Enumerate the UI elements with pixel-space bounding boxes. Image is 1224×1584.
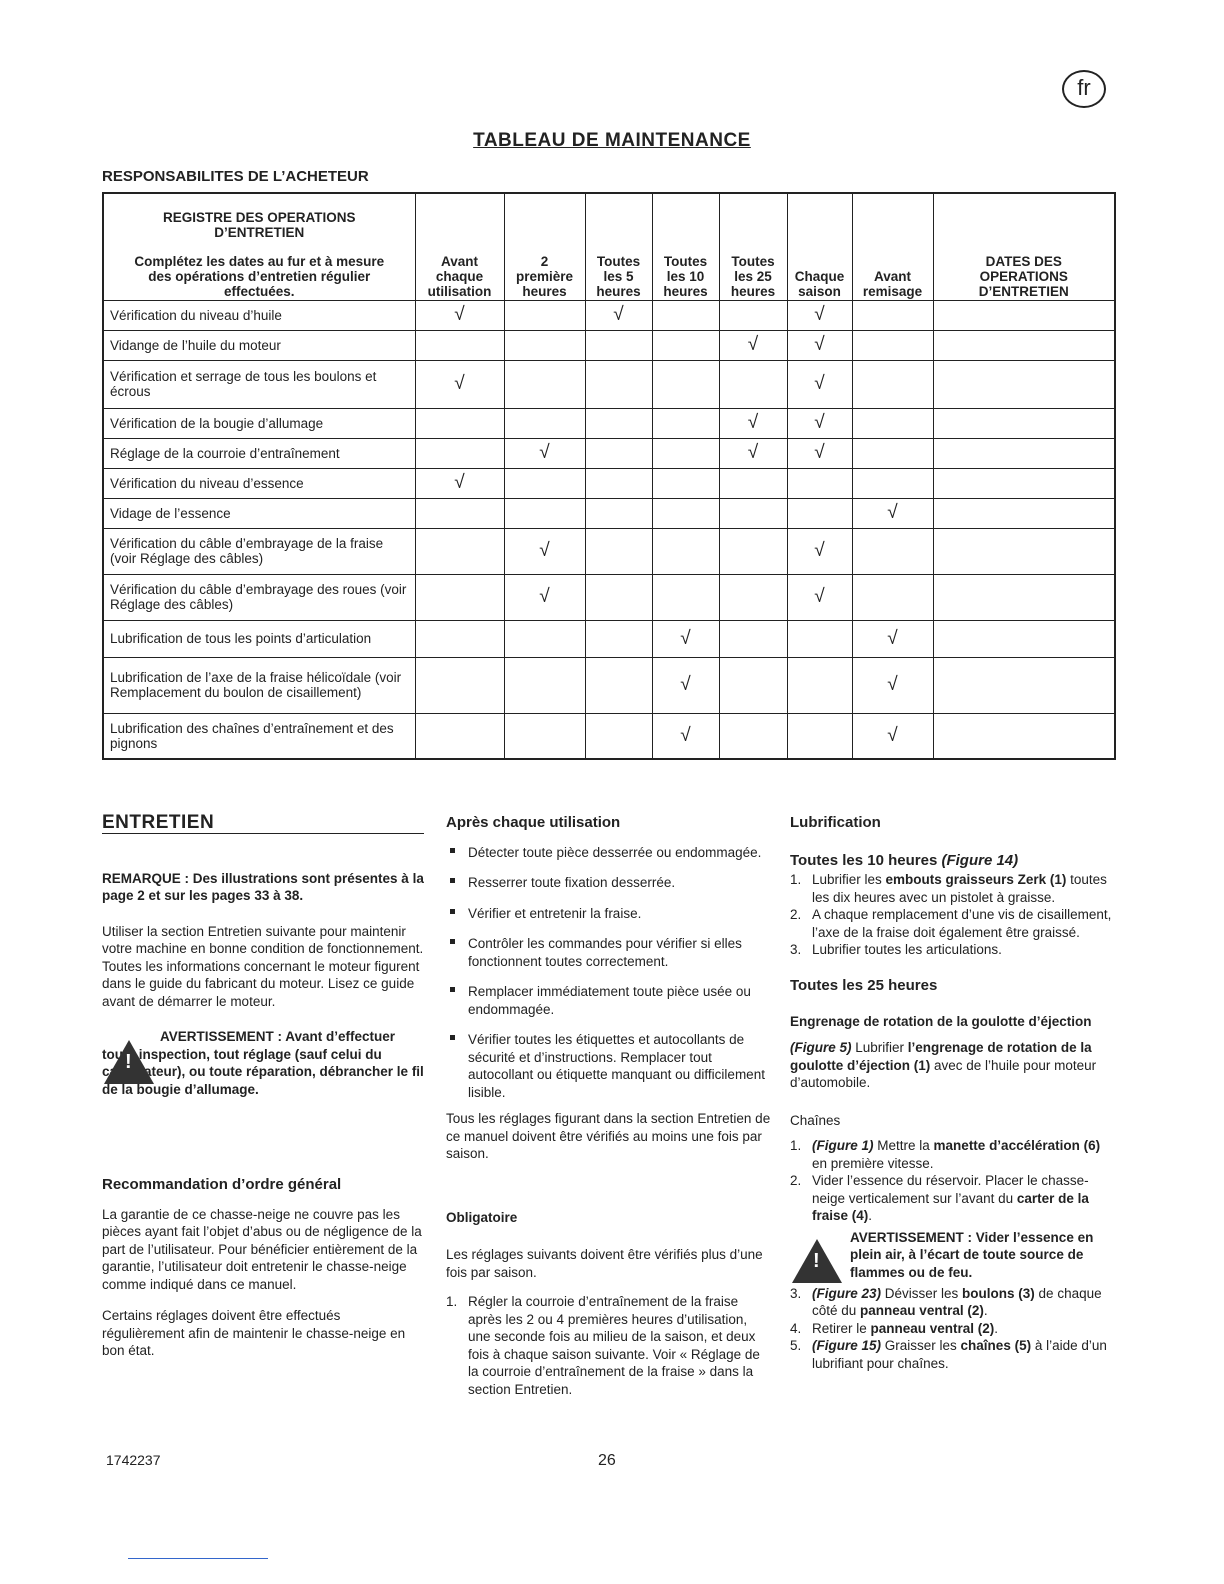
list-item: 4. Retirer le panneau ventral (2). xyxy=(790,1320,999,1336)
list-item: 2. Vider l’essence du réservoir. Placer le chasse-neige verticalement sur l’avant du carter de la fraise (4). xyxy=(790,1173,1089,1223)
check-mark: √ xyxy=(585,300,652,330)
table-row xyxy=(103,498,1115,528)
table-row xyxy=(103,408,1115,438)
registry-title-line2: D’ENTRETIEN xyxy=(214,224,305,240)
warning-icon xyxy=(104,1040,154,1084)
general-heading: Recommandation d’ordre général xyxy=(102,1176,342,1193)
check-mark: √ xyxy=(652,657,719,713)
empty-cell xyxy=(585,408,652,438)
after-use-note: Tous les réglages figurant dans la section Entretien de ce manuel doivent être vérifiés au moins une fois par saison. xyxy=(446,1111,771,1161)
column-entretien xyxy=(102,814,424,1360)
warning-block-2 xyxy=(790,1229,1114,1285)
list-item: 3. Lubrifier toutes les articulations. xyxy=(790,942,1002,957)
empty-cell xyxy=(787,498,852,528)
operation-label: Vidage de l’essence xyxy=(103,498,415,528)
empty-cell xyxy=(787,657,852,713)
col-header: Toutes les 10 heures xyxy=(652,193,719,300)
check-mark: √ xyxy=(719,330,787,360)
date-cell xyxy=(933,300,1115,330)
list-item: Vérifier toutes les étiquettes et autocollants de sécurité et d’instructions. Remplacer tout autocollant ou étiquette manquant ou difficilement lisible. xyxy=(446,1031,772,1101)
footer-divider xyxy=(128,1558,268,1559)
empty-cell xyxy=(415,498,504,528)
empty-cell xyxy=(585,360,652,408)
empty-cell xyxy=(504,330,585,360)
empty-cell xyxy=(852,300,933,330)
empty-cell xyxy=(719,713,787,759)
empty-cell xyxy=(652,360,719,408)
check-mark: √ xyxy=(787,438,852,468)
col-header: Toutes les 5 heures xyxy=(585,193,652,300)
obligatoire-text: Les réglages suivants doivent être vérifiés plus d’une fois par saison. xyxy=(446,1247,763,1280)
date-cell xyxy=(933,408,1115,438)
maintenance-table xyxy=(102,192,1116,760)
table-row xyxy=(103,713,1115,759)
twenty-five-hours-heading: Toutes les 25 heures xyxy=(790,976,938,994)
check-mark: √ xyxy=(652,713,719,759)
remarque-note: REMARQUE : Des illustrations sont présentes à la page 2 et sur les pages 33 à 38. xyxy=(102,870,424,903)
date-cell xyxy=(933,574,1115,620)
column-lubrification xyxy=(790,814,1114,1372)
empty-cell xyxy=(585,438,652,468)
empty-cell xyxy=(585,498,652,528)
empty-cell xyxy=(585,574,652,620)
empty-cell xyxy=(719,300,787,330)
empty-cell xyxy=(719,498,787,528)
col-header: Avant chaque utilisation xyxy=(415,193,504,300)
check-mark: √ xyxy=(719,408,787,438)
empty-cell xyxy=(719,468,787,498)
operation-label: Réglage de la courroie d’entraînement xyxy=(103,438,415,468)
date-cell xyxy=(933,657,1115,713)
check-mark: √ xyxy=(787,300,852,330)
chaines-heading: Chaînes xyxy=(790,1112,841,1128)
check-mark: √ xyxy=(415,360,504,408)
operation-label: Vérification et serrage de tous les boulons et écrous xyxy=(103,360,415,408)
table-row xyxy=(103,574,1115,620)
list-item: 5. (Figure 15) Graisser les chaînes (5) à l’aide d’un lubrifiant pour chaînes. xyxy=(790,1338,1107,1371)
after-use-list xyxy=(446,844,772,1102)
empty-cell xyxy=(585,657,652,713)
empty-cell xyxy=(504,657,585,713)
list-item: Détecter toute pièce desserrée ou endommagée. xyxy=(446,844,772,862)
empty-cell xyxy=(719,360,787,408)
operation-label: Lubrification de l’axe de la fraise hélicoïdale (voir Remplacement du boulon de cisaillement) xyxy=(103,657,415,713)
date-cell xyxy=(933,438,1115,468)
list-item: Remplacer immédiatement toute pièce usée ou endommagée. xyxy=(446,983,772,1018)
empty-cell xyxy=(652,330,719,360)
empty-cell xyxy=(504,620,585,657)
empty-cell xyxy=(415,330,504,360)
language-badge: fr xyxy=(1062,70,1106,108)
empty-cell xyxy=(585,713,652,759)
empty-cell xyxy=(652,300,719,330)
empty-cell xyxy=(585,468,652,498)
empty-cell xyxy=(787,468,852,498)
empty-cell xyxy=(585,330,652,360)
table-row xyxy=(103,528,1115,574)
warning-text: AVERTISSEMENT : Avant d’effectuer toute inspection, tout réglage (sauf celui du carburateur), ou toute réparation, débrancher le fil de la bougie d’allumage. xyxy=(102,1029,424,1097)
obligatoire-list xyxy=(446,1293,772,1398)
table-row xyxy=(103,330,1115,360)
empty-cell xyxy=(415,574,504,620)
empty-cell xyxy=(415,438,504,468)
empty-cell xyxy=(719,574,787,620)
after-use-heading: Après chaque utilisation xyxy=(446,814,621,831)
registry-instr-line1: Complétez les dates au fur et à mesure xyxy=(134,253,385,269)
empty-cell xyxy=(652,468,719,498)
table-row xyxy=(103,620,1115,657)
check-mark: √ xyxy=(852,498,933,528)
list-item: Contrôler les commandes pour vérifier si elles fonctionnent toutes correctement. xyxy=(446,935,772,970)
ten-hours-list xyxy=(790,871,1114,959)
table-row xyxy=(103,438,1115,468)
empty-cell xyxy=(415,528,504,574)
empty-cell xyxy=(504,408,585,438)
page-number: 26 xyxy=(598,1452,616,1469)
empty-cell xyxy=(504,468,585,498)
date-cell xyxy=(933,468,1115,498)
general-paragraph-2: Certains réglages doivent être effectués régulièrement afin de maintenir le chasse-neige en bon état. xyxy=(102,1308,406,1358)
list-item: Resserrer toute fixation desserrée. xyxy=(446,874,772,892)
date-cell xyxy=(933,528,1115,574)
lubrification-heading: Lubrification xyxy=(790,814,881,831)
operation-label: Vérification de la bougie d’allumage xyxy=(103,408,415,438)
list-item: 3. (Figure 23) Dévisser les boulons (3) de chaque côté du panneau ventral (2). xyxy=(790,1285,1102,1318)
empty-cell xyxy=(504,713,585,759)
check-mark: √ xyxy=(504,528,585,574)
check-mark: √ xyxy=(415,468,504,498)
warning-block xyxy=(102,1028,424,1108)
empty-cell xyxy=(652,574,719,620)
registry-instr-line3: effectuées. xyxy=(223,283,295,299)
empty-cell xyxy=(652,528,719,574)
check-mark: √ xyxy=(852,713,933,759)
date-cell xyxy=(933,360,1115,408)
table-row xyxy=(103,468,1115,498)
registry-title-line1: REGISTRE DES OPERATIONS xyxy=(162,209,356,225)
registry-header xyxy=(103,193,415,300)
operation-label: Vérification du câble d’embrayage des roues (voir Réglage des câbles) xyxy=(103,574,415,620)
date-cell xyxy=(933,498,1115,528)
empty-cell xyxy=(652,408,719,438)
check-mark: √ xyxy=(652,620,719,657)
list-item: Vérifier et entretenir la fraise. xyxy=(446,905,772,923)
empty-cell xyxy=(852,360,933,408)
table-row xyxy=(103,657,1115,713)
column-apres-utilisation xyxy=(446,814,772,1398)
check-mark: √ xyxy=(504,438,585,468)
col-header: Chaque saison xyxy=(787,193,852,300)
goulotte-text: (Figure 5) Lubrifier l’engrenage de rotation de la goulotte d’éjection (1) avec de l’huile pour moteur d’automobile. xyxy=(790,1040,1097,1090)
date-cell xyxy=(933,713,1115,759)
empty-cell xyxy=(415,657,504,713)
check-mark: √ xyxy=(719,438,787,468)
check-mark: √ xyxy=(787,574,852,620)
empty-cell xyxy=(852,468,933,498)
col-header: Toutes les 25 heures xyxy=(719,193,787,300)
operation-label: Vérification du niveau d’huile xyxy=(103,300,415,330)
warning-text-2: AVERTISSEMENT : Vider l’essence en plein air, à l’écart de toute source de flammes ou de feu. xyxy=(850,1229,1094,1280)
check-mark: √ xyxy=(787,360,852,408)
list-item: 1. Régler la courroie d’entraînement de la fraise après les 2 ou 4 premières heures d’utilisation, une seconde fois au milieu de la saison, et deux fois à chaque saison suivante. Voir « Réglage de la courroie d’entraînement de la fraise » dans la section Entretien. xyxy=(446,1294,760,1397)
table-body xyxy=(103,300,1115,759)
check-mark: √ xyxy=(852,620,933,657)
date-cell xyxy=(933,620,1115,657)
entretien-heading: ENTRETIEN xyxy=(102,814,424,834)
warning-icon xyxy=(792,1239,842,1283)
empty-cell xyxy=(504,300,585,330)
check-mark: √ xyxy=(787,330,852,360)
general-paragraph-1: La garantie de ce chasse-neige ne couvre pas les pièces ayant fait l’objet d’abus ou de négligence de la part de l’utilisateur. Pour bénéficier entièrement de la garantie, l’utilisateur doit entretenir le chasse-neige comme indiqué dans ce manuel. xyxy=(102,1206,422,1292)
empty-cell xyxy=(504,498,585,528)
registry-instr-line2: des opérations d’entretien régulier xyxy=(148,268,371,284)
empty-cell xyxy=(719,620,787,657)
empty-cell xyxy=(415,408,504,438)
check-mark: √ xyxy=(415,300,504,330)
check-mark: √ xyxy=(504,574,585,620)
empty-cell xyxy=(787,620,852,657)
empty-cell xyxy=(852,438,933,468)
list-item: 2. A chaque remplacement d’une vis de cisaillement, l’axe de la fraise doit également être graissé. xyxy=(790,907,1112,940)
page-title: TABLEAU DE MAINTENANCE xyxy=(473,130,751,151)
empty-cell xyxy=(652,438,719,468)
operation-label: Vérification du câble d’embrayage de la fraise (voir Réglage des câbles) xyxy=(103,528,415,574)
check-mark: √ xyxy=(787,408,852,438)
empty-cell xyxy=(852,408,933,438)
check-mark: √ xyxy=(787,528,852,574)
operation-label: Vidange de l’huile du moteur xyxy=(103,330,415,360)
empty-cell xyxy=(719,528,787,574)
empty-cell xyxy=(652,498,719,528)
empty-cell xyxy=(504,360,585,408)
empty-cell xyxy=(415,620,504,657)
table-header-row xyxy=(103,193,1115,300)
empty-cell xyxy=(852,330,933,360)
check-mark: √ xyxy=(852,657,933,713)
empty-cell xyxy=(719,657,787,713)
goulotte-heading: Engrenage de rotation de la goulotte d’éjection xyxy=(790,1014,1092,1029)
operation-label: Lubrification de tous les points d’articulation xyxy=(103,620,415,657)
empty-cell xyxy=(415,713,504,759)
chaines-list xyxy=(790,1137,1114,1225)
operation-label: Vérification du niveau d’essence xyxy=(103,468,415,498)
list-item: 1. (Figure 1) Mettre la manette d’accélération (6) en première vitesse. xyxy=(790,1138,1101,1171)
dates-header: DATES DES OPERATIONS D’ENTRETIEN xyxy=(933,193,1115,300)
document-code: 1742237 xyxy=(106,1452,161,1468)
table-row xyxy=(103,300,1115,330)
col-header: 2 première heures xyxy=(504,193,585,300)
operation-label: Lubrification des chaînes d’entraînement et des pignons xyxy=(103,713,415,759)
empty-cell xyxy=(852,574,933,620)
list-item: 1. Lubrifier les embouts graisseurs Zerk (1) toutes les dix heures avec un pistolet à graisse. xyxy=(790,872,1107,905)
empty-cell xyxy=(852,528,933,574)
date-cell xyxy=(933,330,1115,360)
responsibilities-heading: RESPONSABILITES DE L’ACHETEUR xyxy=(102,168,369,185)
empty-cell xyxy=(585,528,652,574)
col-header: Avant remisage xyxy=(852,193,933,300)
obligatoire-heading: Obligatoire xyxy=(446,1209,518,1225)
ten-hours-heading: Toutes les 10 heures (Figure 14) xyxy=(790,851,1019,869)
chaines-list-cont xyxy=(790,1285,1114,1373)
intro-paragraph: Utiliser la section Entretien suivante pour maintenir votre machine en bonne condition de fonctionnement. Toutes les informations concernant le moteur figurent dans le guide du fabricant du moteur. Lisez ce guide avant de démarrer le moteur. xyxy=(102,923,424,1009)
empty-cell xyxy=(787,713,852,759)
empty-cell xyxy=(585,620,652,657)
table-row xyxy=(103,360,1115,408)
